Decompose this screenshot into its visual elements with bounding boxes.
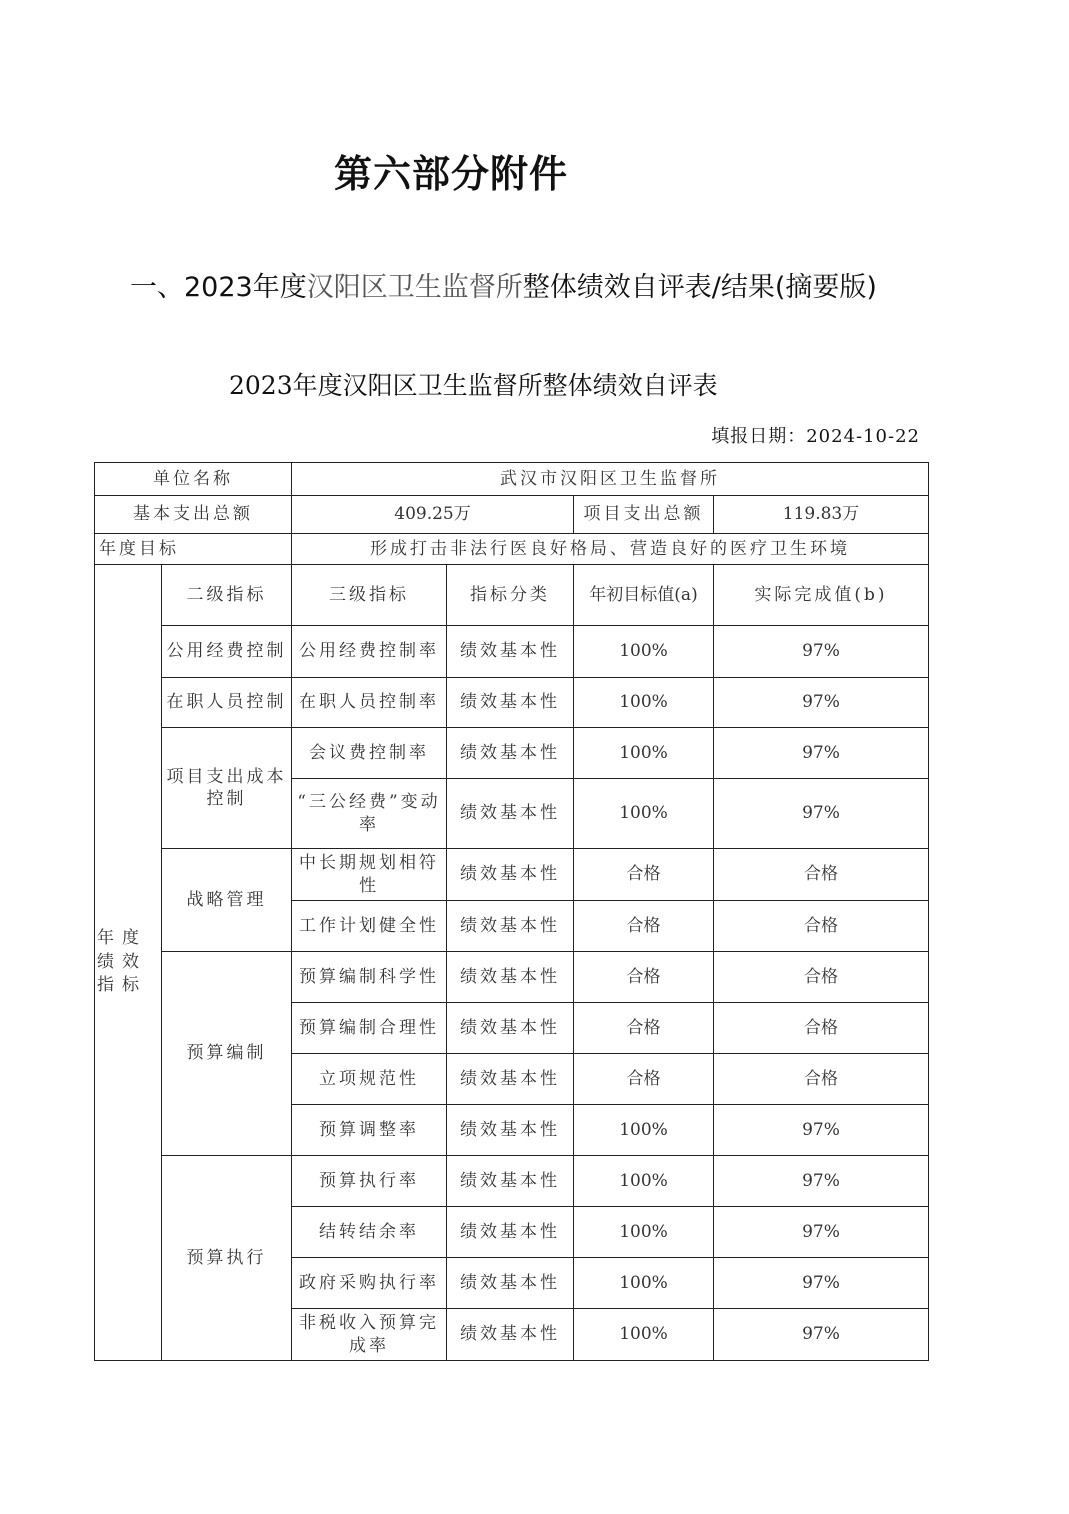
header-target: 年初目标值(a) [574,565,714,626]
indicator-category: 绩效基本性 [447,952,574,1003]
unit-name-value: 武汉市汉阳区卫生监督所 [292,463,929,496]
indicator-group-label: 年度绩效指标 [95,565,162,1361]
section-title-suffix: 整体绩效自评表/结果(摘要版) [522,272,877,303]
indicator-category: 绩效基本性 [447,678,574,728]
section-title-unit: 汉阳区卫生监督所 [306,272,523,303]
target-value: 合格 [574,849,714,901]
table-row [95,678,929,728]
header-level2: 二级指标 [162,565,292,626]
performance-table [94,462,929,1361]
level3-indicator: 工作计划健全性 [292,901,447,952]
target-value: 100% [574,1207,714,1258]
indicator-category: 绩效基本性 [447,849,574,901]
indicator-category: 绩效基本性 [447,1054,574,1105]
actual-value: 97% [714,678,929,728]
actual-value: 97% [714,1156,929,1207]
table-title: 2023年度汉阳区卫生监督所整体绩效自评表 [229,371,718,400]
header-actual: 实际完成值(b) [714,565,929,626]
section-title-prefix: 一、2023年度 [130,272,307,303]
basic-expense-label: 基本支出总额 [95,496,292,534]
level3-indicator: 预算编制合理性 [292,1003,447,1054]
target-value: 100% [574,728,714,779]
level3-indicator: 公用经费控制率 [292,626,447,678]
indicator-category: 绩效基本性 [447,1258,574,1309]
table-row [95,849,929,901]
level2-indicator: 预算执行 [162,1156,292,1361]
actual-value: 97% [714,1309,929,1361]
table-row [95,952,929,1003]
level3-indicator: 立项规范性 [292,1054,447,1105]
actual-value: 合格 [714,901,929,952]
level3-indicator: 在职人员控制率 [292,678,447,728]
actual-value: 合格 [714,849,929,901]
actual-value: 合格 [714,1054,929,1105]
level3-indicator: “三公经费”变动率 [292,779,447,849]
table-row [95,1156,929,1207]
part-title: 第六部分附件 [334,152,569,196]
row-headers [95,565,929,626]
indicator-category: 绩效基本性 [447,728,574,779]
annual-goal-value: 形成打击非法行医良好格局、营造良好的医疗卫生环境 [292,534,929,565]
row-annual-goal [95,534,929,565]
indicator-category: 绩效基本性 [447,626,574,678]
level2-indicator: 项目支出成本控制 [162,728,292,849]
indicator-category: 绩效基本性 [447,1105,574,1156]
actual-value: 97% [714,1258,929,1309]
target-value: 合格 [574,952,714,1003]
target-value: 100% [574,1258,714,1309]
level2-indicator: 预算编制 [162,952,292,1156]
actual-value: 合格 [714,952,929,1003]
actual-value: 97% [714,779,929,849]
indicator-category: 绩效基本性 [447,1156,574,1207]
level3-indicator: 非税收入预算完成率 [292,1309,447,1361]
actual-value: 97% [714,728,929,779]
annual-goal-label: 年度目标 [95,534,292,565]
target-value: 100% [574,1105,714,1156]
actual-value: 97% [714,1207,929,1258]
row-unit-name [95,463,929,496]
target-value: 合格 [574,1003,714,1054]
indicator-category: 绩效基本性 [447,1003,574,1054]
level3-indicator: 预算编制科学性 [292,952,447,1003]
project-expense-label: 项目支出总额 [574,496,714,534]
level3-indicator: 会议费控制率 [292,728,447,779]
unit-name-label: 单位名称 [95,463,292,496]
level3-indicator: 政府采购执行率 [292,1258,447,1309]
indicator-category: 绩效基本性 [447,779,574,849]
row-expense [95,496,929,534]
table-row [95,626,929,678]
target-value: 100% [574,1156,714,1207]
level2-indicator: 公用经费控制 [162,626,292,678]
target-value: 100% [574,678,714,728]
table-row [95,728,929,779]
level3-indicator: 预算调整率 [292,1105,447,1156]
indicator-category: 绩效基本性 [447,1207,574,1258]
header-category: 指标分类 [447,565,574,626]
level3-indicator: 预算执行率 [292,1156,447,1207]
indicator-category: 绩效基本性 [447,901,574,952]
actual-value: 97% [714,1105,929,1156]
project-expense-value: 119.83万 [714,496,929,534]
target-value: 合格 [574,1054,714,1105]
section-title [130,265,877,304]
basic-expense-value: 409.25万 [292,496,574,534]
level2-indicator: 在职人员控制 [162,678,292,728]
level3-indicator: 中长期规划相符性 [292,849,447,901]
level2-indicator: 战略管理 [162,849,292,952]
header-level3: 三级指标 [292,565,447,626]
target-value: 100% [574,1309,714,1361]
target-value: 100% [574,626,714,678]
fill-date: 填报日期：2024-10-22 [711,426,920,447]
actual-value: 97% [714,626,929,678]
level3-indicator: 结转结余率 [292,1207,447,1258]
indicator-category: 绩效基本性 [447,1309,574,1361]
target-value: 100% [574,779,714,849]
actual-value: 合格 [714,1003,929,1054]
target-value: 合格 [574,901,714,952]
